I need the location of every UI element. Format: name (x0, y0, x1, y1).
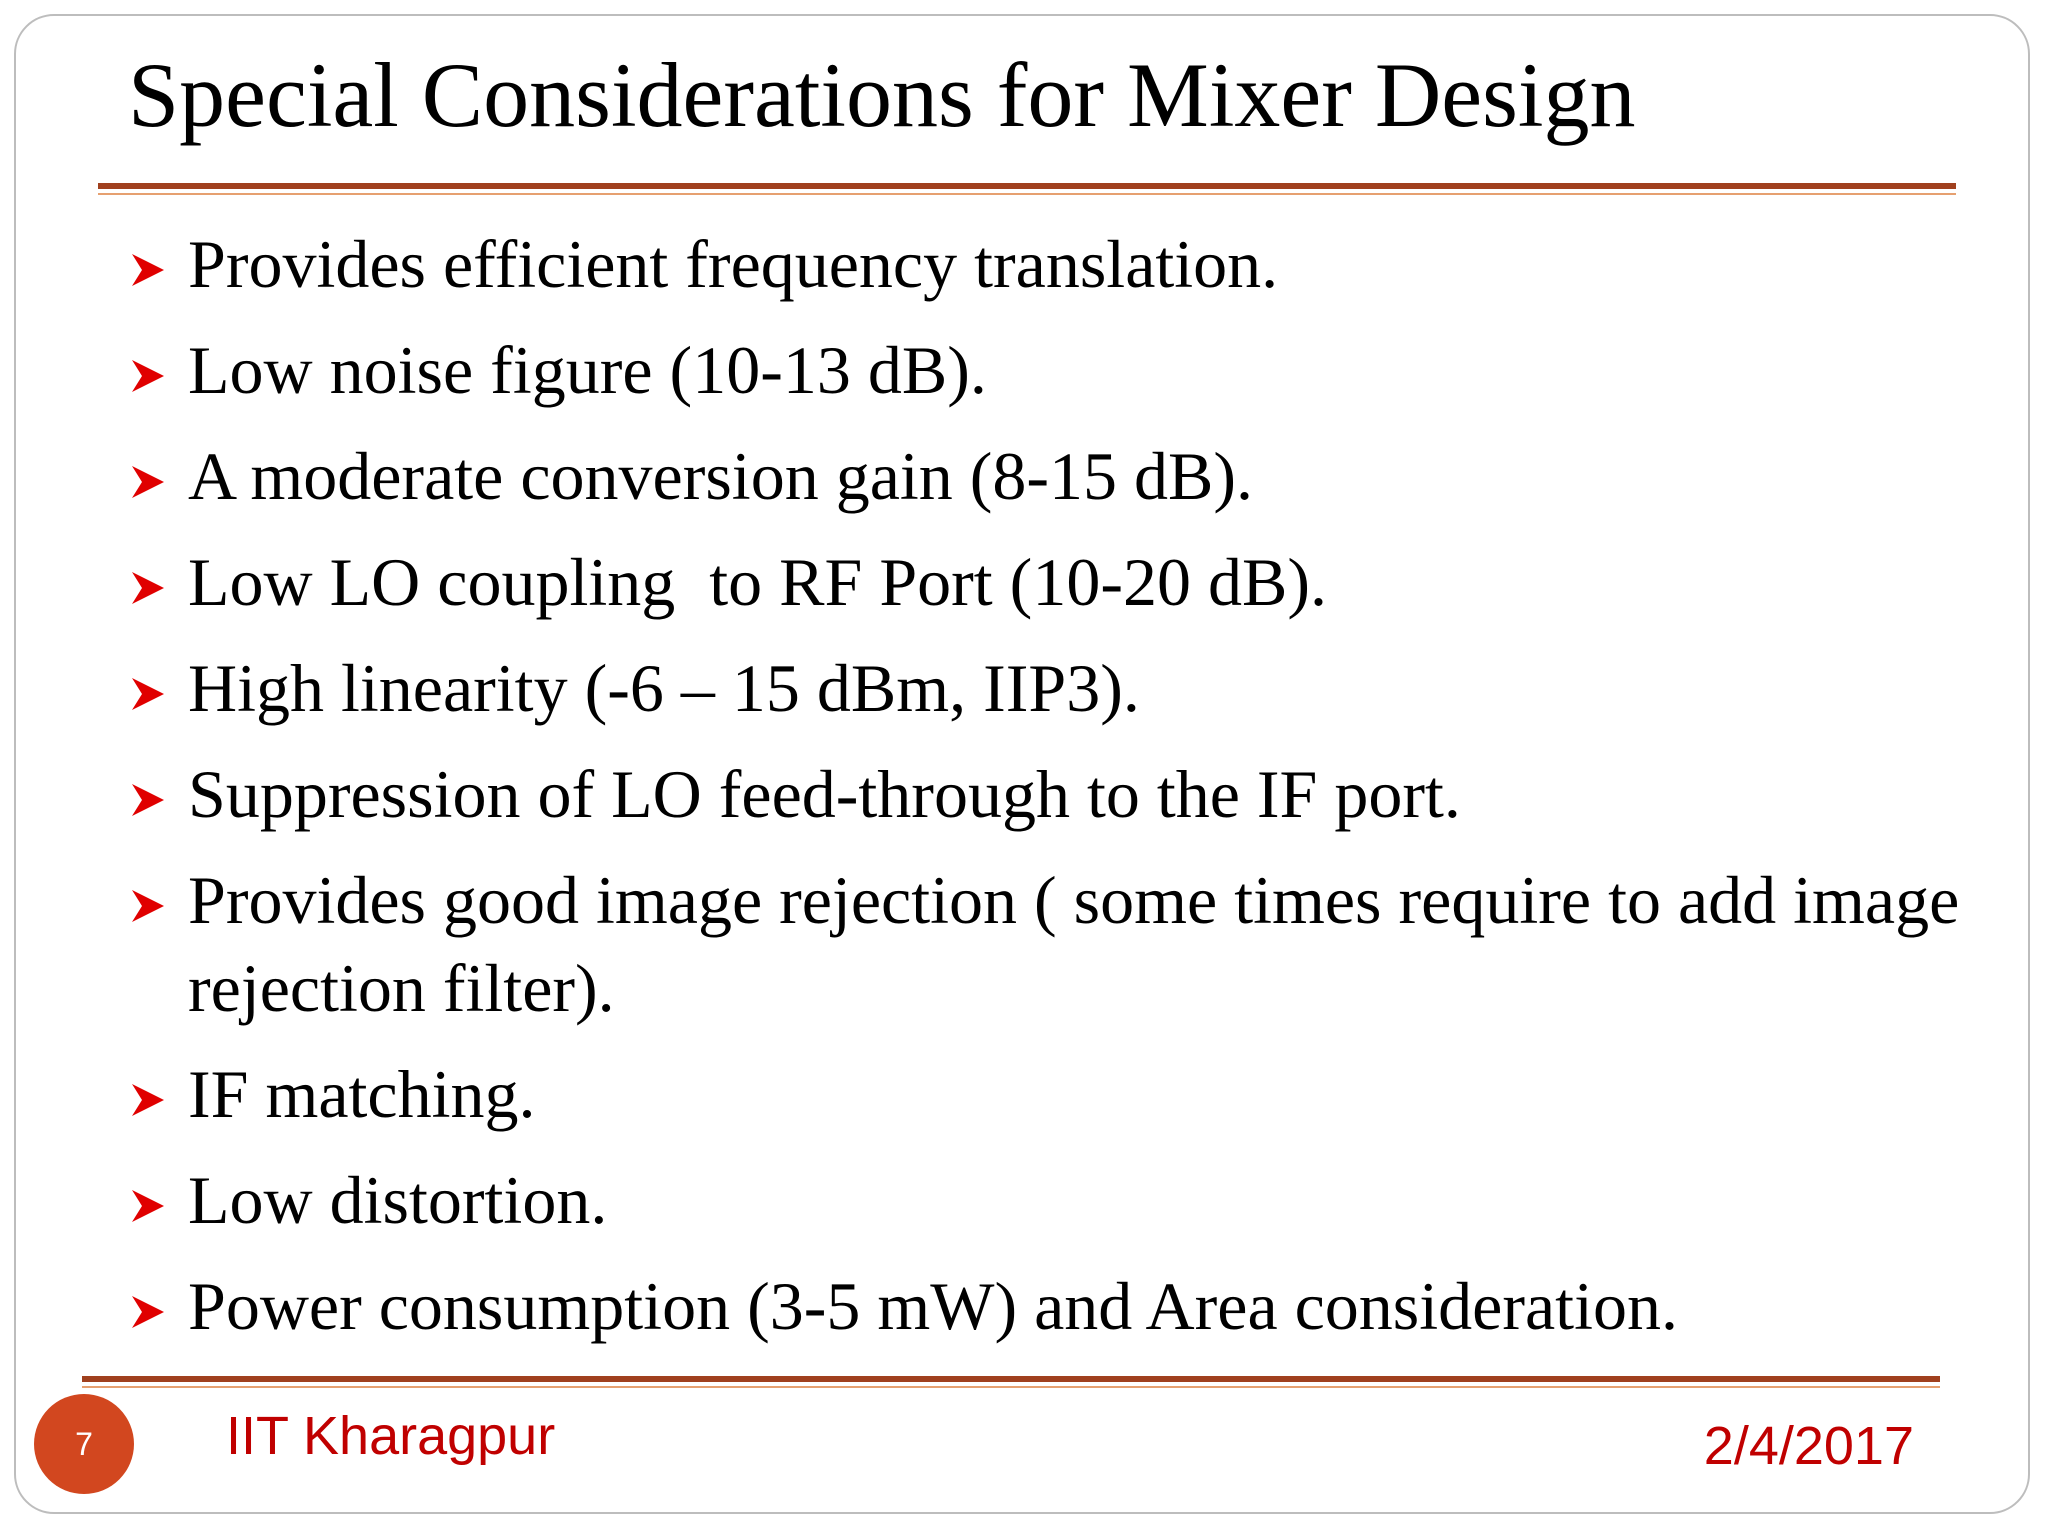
arrowhead-bullet-icon (128, 462, 168, 502)
bullet-item (128, 538, 1968, 626)
bullet-text: Suppression of LO feed-through to the IF port. (188, 756, 1461, 832)
arrowhead-bullet-icon (128, 1080, 168, 1120)
arrowhead-bullet-icon (128, 886, 168, 926)
bullet-item (128, 1262, 1968, 1350)
arrowhead-bullet-icon (128, 568, 168, 608)
bullet-text: Provides good image rejection ( some times require to add image rejection filter). (188, 862, 1977, 1026)
arrowhead-bullet-icon (128, 1186, 168, 1226)
bullet-text: Power consumption (3-5 mW) and Area consideration. (188, 1268, 1678, 1344)
bullet-item (128, 432, 1968, 520)
bullet-text: A moderate conversion gain (8-15 dB). (188, 438, 1254, 514)
bullet-text: Low distortion. (188, 1162, 608, 1238)
bullet-text: Low LO coupling to RF Port (10-20 dB). (188, 544, 1327, 620)
slide-title: Special Considerations for Mixer Design (128, 44, 1636, 146)
bullet-item (128, 750, 1968, 838)
bullet-item (128, 644, 1968, 732)
arrowhead-bullet-icon (128, 674, 168, 714)
arrowhead-bullet-icon (128, 356, 168, 396)
bullet-item (128, 220, 1968, 308)
footer-institute: IIT Kharagpur (226, 1406, 556, 1466)
bullet-text: Low noise figure (10-13 dB). (188, 332, 987, 408)
footer-divider (82, 1376, 1940, 1382)
bullet-item (128, 856, 1977, 1032)
bullet-text: IF matching. (188, 1056, 536, 1132)
arrowhead-bullet-icon (128, 780, 168, 820)
bullet-text: Provides efficient frequency translation. (188, 226, 1279, 302)
bullet-item (128, 326, 1968, 414)
arrowhead-bullet-icon (128, 250, 168, 290)
title-divider (98, 183, 1956, 189)
bullet-item (128, 1050, 1968, 1138)
footer-date: 2/4/2017 (1703, 1416, 1914, 1476)
bullet-list (128, 220, 1977, 1368)
page-number-badge: 7 (34, 1394, 134, 1494)
bullet-item (128, 1156, 1968, 1244)
bullet-text: High linearity (-6 – 15 dBm, IIP3). (188, 650, 1140, 726)
arrowhead-bullet-icon (128, 1292, 168, 1332)
